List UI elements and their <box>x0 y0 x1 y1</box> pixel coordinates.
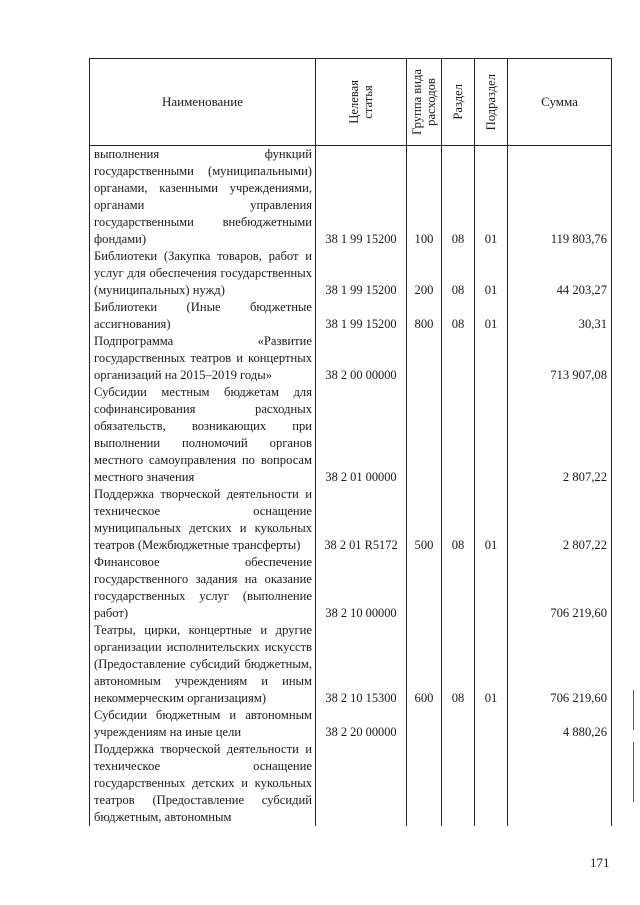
header-subsection-label: Подраздел <box>484 73 498 131</box>
row-name: Финансовое обеспечение государственного задания на оказание государственных услуг (выполнение работ) <box>90 554 316 622</box>
row-name: Субсидии местным бюджетам для софинансирования расходных обязательств, возникающих при выполнении полномочий органов местного самоуправления по вопросам местного значения <box>90 384 316 486</box>
table-row <box>90 146 612 249</box>
row-name: Библиотеки (Закупка товаров, работ и услуг для обеспечения государственных (муниципальных) нужд) <box>90 248 316 299</box>
row-section: 08 <box>442 146 475 249</box>
row-sum: 2 807,22 <box>508 486 612 554</box>
row-subsection: 01 <box>475 299 508 333</box>
row-sum: 2 807,22 <box>508 384 612 486</box>
row-expense-group: 100 <box>407 146 442 249</box>
row-subsection <box>475 554 508 622</box>
row-target-code: 38 1 99 15200 <box>316 146 407 249</box>
header-expense-group <box>407 59 442 146</box>
budget-table <box>89 58 612 826</box>
row-subsection <box>475 741 508 826</box>
row-target-code: 38 2 01 R5172 <box>316 486 407 554</box>
page-number: 171 <box>590 855 610 870</box>
row-expense-group <box>407 384 442 486</box>
row-subsection: 01 <box>475 486 508 554</box>
row-name: Субсидии бюджетным и автономным учреждениям на иные цели <box>90 707 316 741</box>
row-target-code: 38 1 99 15200 <box>316 299 407 333</box>
table-row <box>90 299 612 333</box>
row-name: Театры, цирки, концертные и другие организации исполнительских искусств (Предоставление субсидий бюджетным, автономным учреждениям и иным некоммерческим организациям) <box>90 622 316 707</box>
table-row <box>90 333 612 384</box>
table-row <box>90 486 612 554</box>
row-section <box>442 707 475 741</box>
row-section: 08 <box>442 299 475 333</box>
table-row <box>90 741 612 826</box>
row-target-code: 38 2 00 00000 <box>316 333 407 384</box>
row-sum: 706 219,60 <box>508 622 612 707</box>
row-name: Библиотеки (Иные бюджетные ассигнования) <box>90 299 316 333</box>
table-row <box>90 622 612 707</box>
header-subsection <box>475 59 508 146</box>
row-sum: 44 203,27 <box>508 248 612 299</box>
row-expense-group <box>407 333 442 384</box>
row-subsection: 01 <box>475 622 508 707</box>
row-section <box>442 384 475 486</box>
row-name: Поддержка творческой деятельности и техническое оснащение муниципальных детских и кукольных театров (Межбюджетные трансферты) <box>90 486 316 554</box>
scan-margin-line <box>633 742 634 802</box>
row-section <box>442 333 475 384</box>
row-section <box>442 554 475 622</box>
row-subsection <box>475 384 508 486</box>
header-expense-group-label: Группа вида расходов <box>410 69 438 135</box>
row-target-code: 38 2 10 15300 <box>316 622 407 707</box>
table-row <box>90 384 612 486</box>
header-section-label: Раздел <box>451 84 465 120</box>
row-target-code: 38 1 99 15200 <box>316 248 407 299</box>
row-sum: 119 803,76 <box>508 146 612 249</box>
header-sum: Сумма <box>508 59 612 146</box>
row-sum: 30,31 <box>508 299 612 333</box>
header-name: Наименование <box>90 59 316 146</box>
row-subsection <box>475 707 508 741</box>
scan-margin-line <box>633 690 634 730</box>
row-target-code: 38 2 10 00000 <box>316 554 407 622</box>
table-header-row <box>90 59 612 146</box>
row-expense-group: 800 <box>407 299 442 333</box>
table-row <box>90 248 612 299</box>
row-expense-group: 200 <box>407 248 442 299</box>
row-expense-group <box>407 707 442 741</box>
table-row <box>90 707 612 741</box>
row-name: Поддержка творческой деятельности и техническое оснащение государственных детских и кукольных театров (Предоставление субсидий бюджетным, автономным <box>90 741 316 826</box>
row-target-code <box>316 741 407 826</box>
row-name: выполнения функций государственными (муниципальными) органами, казенными учреждениями, органами управления государственными внебюджетными фондами) <box>90 146 316 249</box>
row-sum: 713 907,08 <box>508 333 612 384</box>
row-target-code: 38 2 20 00000 <box>316 707 407 741</box>
row-expense-group <box>407 741 442 826</box>
row-sum: 4 880,26 <box>508 707 612 741</box>
row-subsection: 01 <box>475 146 508 249</box>
row-section: 08 <box>442 622 475 707</box>
row-section: 08 <box>442 248 475 299</box>
header-section <box>442 59 475 146</box>
header-target-article <box>316 59 407 146</box>
row-sum <box>508 741 612 826</box>
row-name: Подпрограмма «Развитие государственных театров и концертных организаций на 2015–2019 годы» <box>90 333 316 384</box>
row-section: 08 <box>442 486 475 554</box>
row-sum: 706 219,60 <box>508 554 612 622</box>
row-section <box>442 741 475 826</box>
table-row <box>90 554 612 622</box>
row-subsection <box>475 333 508 384</box>
row-expense-group <box>407 554 442 622</box>
row-expense-group: 500 <box>407 486 442 554</box>
row-expense-group: 600 <box>407 622 442 707</box>
row-subsection: 01 <box>475 248 508 299</box>
header-target-article-label: Целевая статья <box>347 80 375 124</box>
row-target-code: 38 2 01 00000 <box>316 384 407 486</box>
